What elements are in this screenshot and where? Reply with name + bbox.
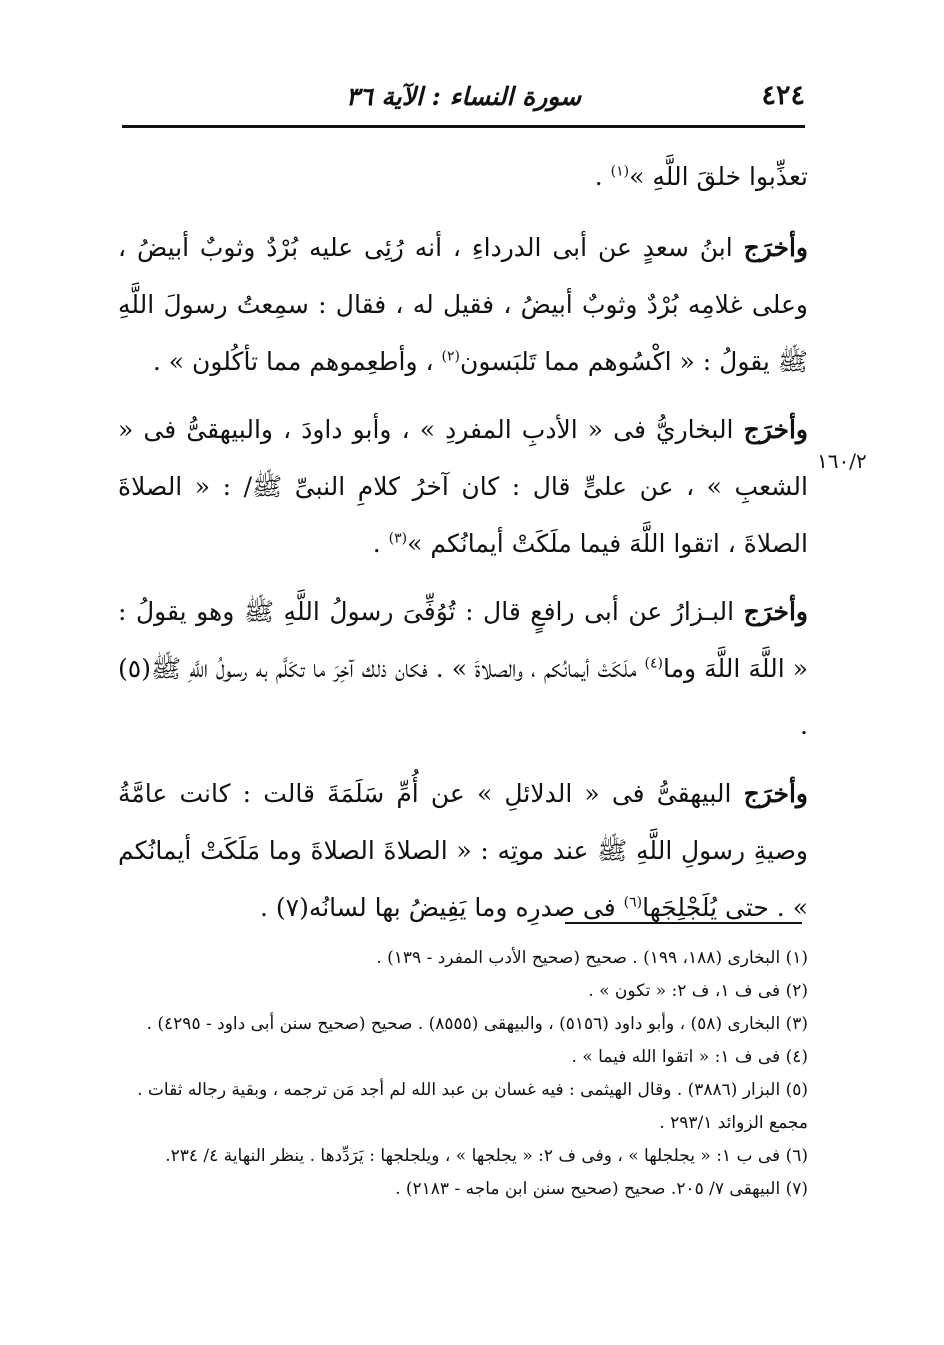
paragraph-tail: . xyxy=(372,529,389,558)
footnote-ref: (٣) xyxy=(388,530,408,547)
paragraph-text: ابنُ سعدٍ عن أبى الدرداءِ ، أنه رُئِى عليه بُرْدٌ وثوبٌ أبيضُ ، وعلى غلامِه بُرْدٌ وثوبٌ أبيضُ ، فقيل له ، فقال : سمِعتُ رسولَ اللَّهِ ﷺ يقولُ : « اكْسُوهم مما تَلبَسون xyxy=(118,233,808,376)
footnote-5: (٥) البزار (٣٨٨٦) . وقال الهيثمى : فيه غسان بن عبد الله لم أجد مَن ترجمه ، وبقية رجاله ثقات . مجمع الزوائد ٢٩٣/١ . xyxy=(137,1080,808,1133)
paragraph-lead: وأخرَج xyxy=(743,597,808,626)
margin-reference: ١٦٠/٢ xyxy=(817,449,867,473)
paragraph-tail: ملَكَتْ أيمانُكم ، والصلاةَ » . فكان ذلك آخِرَ ما تكَلَّم به رسولُ اللَّهِ ﷺ(٥) . xyxy=(118,654,808,740)
paragraph-3 xyxy=(118,401,808,572)
paragraph-lead: وأخرَج xyxy=(743,233,808,262)
paragraph-tail: . xyxy=(594,162,611,191)
page-header xyxy=(122,76,805,116)
paragraph-lead: وأخرَج xyxy=(743,779,808,808)
footnote-separator xyxy=(565,922,802,924)
footnote-ref: (٤) xyxy=(644,655,663,672)
footnote-6: (٦) فى ب ١: « يجلجلها » ، وفى ف ٢: « يجلجها » ، ويلجلجها : يَرَدِّدها . ينظر النهاية ٤/ ٢٣٤. xyxy=(165,1146,808,1166)
running-title: سورة النساء : الآية ٣٦ xyxy=(345,82,582,111)
footnote-ref: (١) xyxy=(610,163,630,180)
footnote-7: (٧) البيهقى ٧/ ٢٠٥. صحيح (صحيح سنن ابن ماجه - ٢١٨٣) . xyxy=(395,1179,808,1199)
footnote-4: (٤) فى ف ١: « اتقوا الله فيما » . xyxy=(571,1047,808,1067)
paragraph-4 xyxy=(118,583,808,754)
paragraph-text: البـزارُ عن أبى رافعٍ قال : تُوُفِّىَ رسولُ اللَّهِ ﷺ وهو يقولُ : « اللَّهَ اللَّهَ وما xyxy=(118,597,808,683)
paragraph-lead: وأخرَج xyxy=(743,415,808,444)
paragraph-1 xyxy=(118,148,808,205)
footnote-1: (١) البخارى (١٨٨، ١٩٩) . صحيح (صحيح الأدب المفرد - ١٣٩) . xyxy=(376,948,808,968)
paragraph-tail: ، وأطعِموهم مما تأكُلون » . xyxy=(152,347,442,376)
page-number: ٤٢٤ xyxy=(761,80,805,111)
main-text xyxy=(118,148,808,947)
paragraph-tail: فى صدرِه وما يَفِيضُ بها لسانُه(٧) . xyxy=(259,893,624,922)
footnote-ref: (٢) xyxy=(441,348,460,365)
paragraph-text: البيهقىُّ فى « الدلائلِ » عن أُمِّ سَلَمَةَ قالت : كانت عامَّةُ وصيةِ رسولِ اللَّهِ ﷺ عند موتِه : « الصلاةَ الصلاةَ وما مَلَكَتْ أيمانُكم » . حتى يُلَجْلِجَها xyxy=(118,779,808,922)
footnote-ref: (٦) xyxy=(623,894,643,911)
paragraph-2 xyxy=(118,219,808,390)
footnotes xyxy=(118,942,808,1206)
header-rule xyxy=(122,125,805,128)
footnote-3: (٣) البخارى (٥٨) ، وأبو داود (٥١٥٦) ، والبيهقى (٨٥٥٥) . صحيح (صحيح سنن أبى داود - ٤٢٩٥) . xyxy=(146,1014,808,1034)
footnote-2: (٢) فى ف ١، ف ٢: « تكون » . xyxy=(588,981,808,1001)
paragraph-5 xyxy=(118,765,808,936)
paragraph-text: تعذِّبوا خلقَ اللَّهِ » xyxy=(629,162,808,191)
paragraph-text: البخاريُّ فى « الأدبِ المفردِ » ، وأبو داودَ ، والبيهقىُّ فى « الشعبِ » ، عن علىٍّ قال : كان آخرُ كلامِ النبىِّ ﷺ/ : « الصلاةَ الصلاةَ ، اتقوا اللَّهَ فيما ملَكَتْ أيمانُكم » xyxy=(118,415,808,558)
